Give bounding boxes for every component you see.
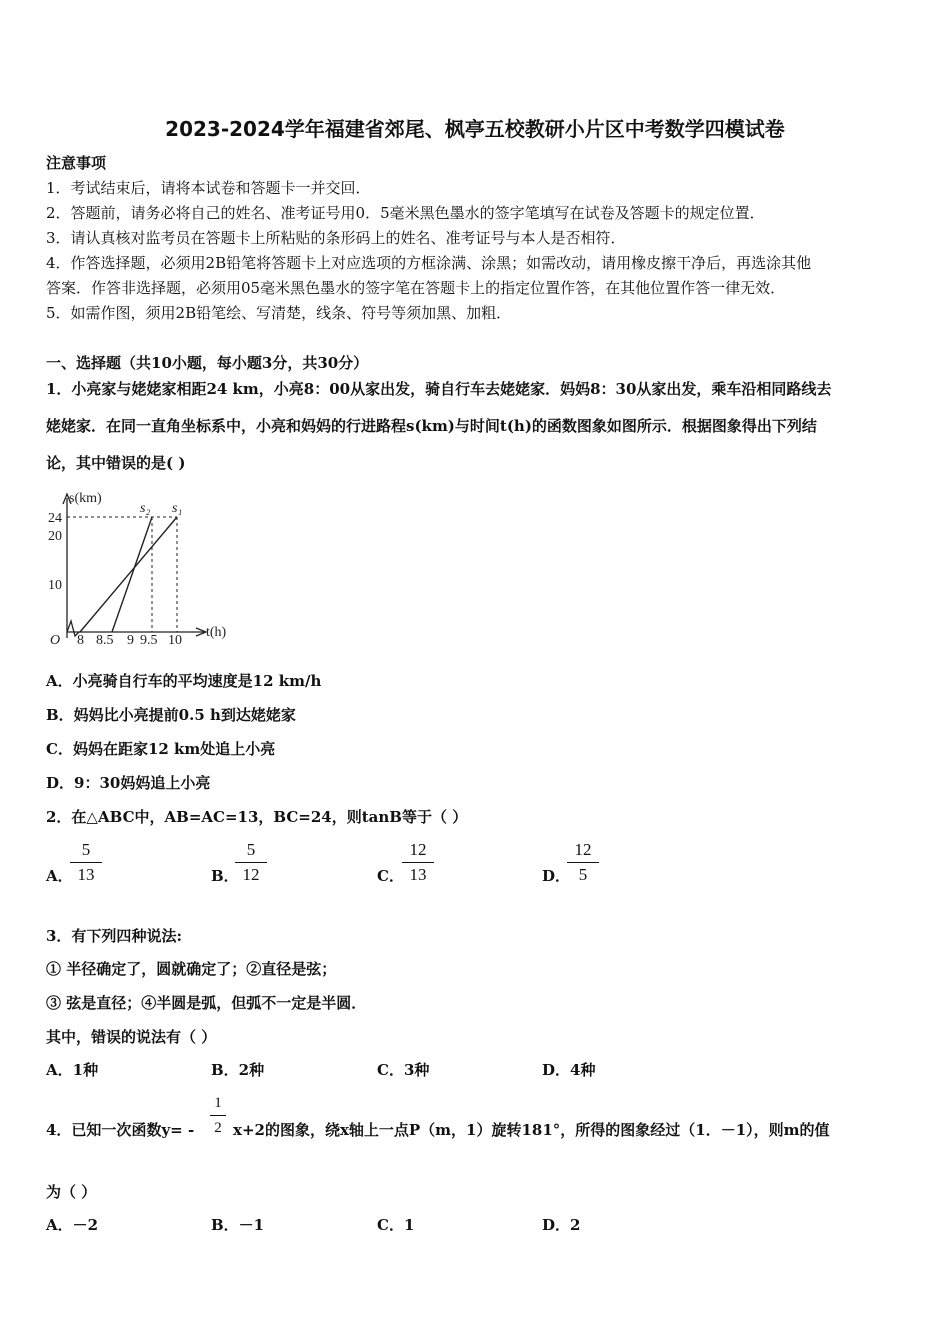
x-tick-label: 8 [77, 633, 84, 648]
notice-item: 5．如需作图，须用2B铅笔绘、写清楚，线条、符号等须加黑、加粗． [46, 304, 512, 322]
numerator: 12 [409, 840, 427, 859]
question-1-stem: 1．小亮家与姥姥家相距24 km，小亮8：00从家出发，骑自行车去姥姥家．妈妈8：30从家出发，乘车沿相同路线去 [46, 380, 832, 398]
denominator: 12 [242, 865, 260, 884]
question-3-option[interactable]: D．4种 [542, 1061, 596, 1079]
x-axis-label: t(h) [206, 625, 227, 640]
line-label-s1: s₁ [172, 501, 183, 516]
question-2-stem: 2．在△ABC中，AB=AC=13，BC=24，则tanB等于（ ） [46, 808, 468, 826]
numerator: 12 [574, 840, 592, 859]
question-1-stem: 姥姥家．在同一直角坐标系中，小亮和妈妈的行进路程s(km)与时间t(h)的函数图象如图所示．根据图象得出下列结 [46, 417, 817, 435]
question-3-option[interactable]: B．2种 [211, 1061, 265, 1079]
question-3-option[interactable]: C．3种 [377, 1061, 430, 1079]
fraction-bar [567, 862, 599, 863]
question-4-option[interactable]: A．－2 [46, 1216, 99, 1234]
question-2-option-fraction[interactable] [66, 840, 106, 885]
question-3-statement: ③ 弦是直径；④半圆是弧，但弧不一定是半圆． [46, 994, 367, 1012]
x-tick-label: 8.5 [96, 633, 114, 648]
y-axis-label: s(km) [69, 491, 102, 506]
x-tick-label: 9.5 [140, 633, 158, 648]
question-2-option-letter[interactable]: B． [211, 867, 239, 885]
question-1-option[interactable]: D．9：30妈妈追上小亮 [46, 774, 211, 792]
question-2-option-letter[interactable]: C． [377, 867, 404, 885]
question-1-option[interactable]: C．妈妈在距家12 km处追上小亮 [46, 740, 276, 758]
question-1-option[interactable]: B．妈妈比小亮提前0.5 h到达姥姥家 [46, 706, 296, 724]
numerator: 5 [246, 840, 256, 859]
question-4-stem-start: 4．已知一次函数y= - [46, 1121, 195, 1139]
fraction-bar [402, 862, 434, 863]
question-4-stem-end: x+2的图象，绕x轴上一点P（m，1）旋转181°，所得的图象经过（1．－1），则m的值 [233, 1121, 830, 1139]
line-label-s2: s₂ [140, 501, 151, 516]
question-4-fraction [206, 1093, 230, 1138]
denominator: 13 [77, 865, 95, 884]
notice-item: 1．考试结束后，请将本试卷和答题卡一并交回． [46, 179, 371, 197]
page-title: 2023-2024学年福建省郊尾、枫亭五校教研小片区中考数学四模试卷 [165, 117, 785, 141]
notice-item: 3．请认真核对监考员在答题卡上所粘贴的条形码上的姓名、准考证号与本人是否相符． [46, 229, 626, 247]
line-s2 [112, 517, 152, 632]
question-2-option-fraction[interactable] [563, 840, 603, 885]
notice-item: 答案．作答非选择题，必须用05毫米黑色墨水的签字笔在答题卡上的指定位置作答，在其他位置作答一律无效． [46, 279, 786, 297]
question-1-stem: 论，其中错误的是( ) [46, 454, 186, 472]
question-1-option[interactable]: A．小亮骑自行车的平均速度是12 km/h [46, 672, 322, 690]
notice-item: 4．作答选择题，必须用2B铅笔将答题卡上对应选项的方框涂满、涂黑；如需改动，请用橡皮擦干净后，再选涂其他 [46, 254, 812, 272]
x-tick-label: 9 [127, 633, 134, 648]
question-4-option[interactable]: D．2 [542, 1216, 581, 1234]
origin-label: O [50, 633, 61, 648]
denominator: 2 [214, 1120, 222, 1136]
line-s1 [80, 517, 177, 632]
section-heading: 一、选择题（共10小题，每小题3分，共30分） [46, 354, 369, 372]
distance-time-graph [44, 488, 244, 648]
question-4-option[interactable]: C．1 [377, 1216, 415, 1234]
denominator: 5 [578, 865, 588, 884]
y-tick-label: 24 [48, 511, 62, 526]
denominator: 13 [409, 865, 427, 884]
fraction-bar [210, 1115, 226, 1116]
notice-heading: 注意事项 [46, 154, 107, 172]
numerator: 5 [81, 840, 91, 859]
fraction-bar [70, 862, 102, 863]
question-4-stem-cont: 为（ ） [46, 1183, 97, 1201]
notice-item: 2．答题前，请务必将自己的姓名、准考证号用0．5毫米黑色墨水的签字笔填写在试卷及答题卡的规定位置． [46, 204, 765, 222]
question-3-option[interactable]: A．1种 [46, 1061, 99, 1079]
question-3-prompt: 其中，错误的说法有（ ） [46, 1028, 217, 1046]
question-2-option-letter[interactable]: D． [542, 867, 571, 885]
question-2-option-fraction[interactable] [231, 840, 271, 885]
y-tick-label: 10 [48, 578, 62, 593]
x-tick-label: 10 [168, 633, 182, 648]
fraction-bar [235, 862, 267, 863]
question-3-statement: ① 半径确定了，圆就确定了；②直径是弦； [46, 960, 337, 978]
numerator: 1 [214, 1095, 222, 1111]
question-2-option-fraction[interactable] [398, 840, 438, 885]
y-tick-label: 20 [48, 529, 62, 544]
question-3-stem: 3．有下列四种说法: [46, 927, 182, 945]
question-2-option-letter[interactable]: A． [46, 867, 73, 885]
question-4-option[interactable]: B．－1 [211, 1216, 265, 1234]
